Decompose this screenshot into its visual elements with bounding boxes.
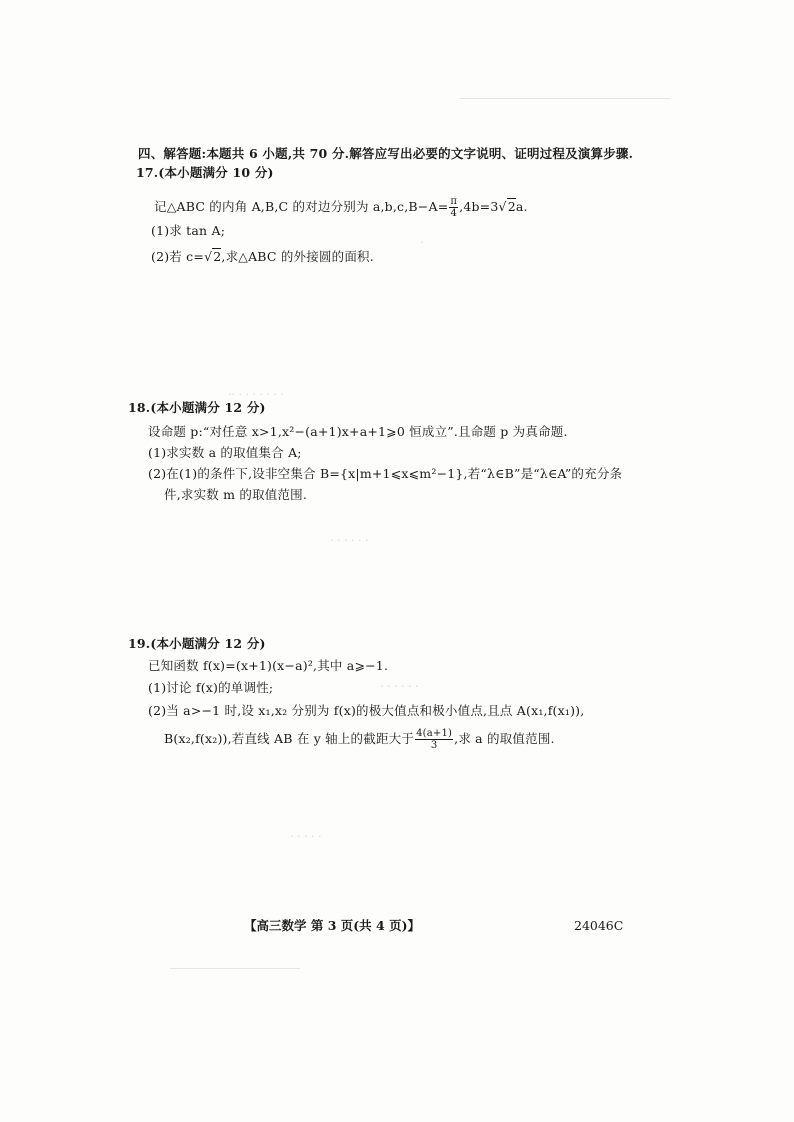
q18-part2-line1: (2)在(1)的条件下,设非空集合 B={x|m+1⩽x⩽m²−1},若“λ∈B”是“λ∈A”的充分条 (148, 466, 623, 481)
bleed-through-mark: ·· · · · · · · · (228, 388, 284, 401)
q17-stem: 记△ABC 的内角 A,B,C 的对边分别为 a,b,c,B−A= $\frac{\pi}{4}$ ,4b=3√2a. (154, 196, 528, 219)
bleed-through-mark: · · · · · (290, 830, 322, 843)
bleed-through-mark: · · · · · · (380, 680, 419, 693)
q18-title: 18.(本小题满分 12 分) (128, 400, 266, 415)
q17-part2: (2)若 c=√2,求△ABC 的外接圆的面积. (151, 249, 374, 264)
q18-part1: (1)求实数 a 的取值集合 A; (148, 445, 302, 460)
q19-title: 19.(本小题满分 12 分) (128, 636, 266, 651)
q18-part2-line2: 件,求实数 m 的取值范围. (164, 487, 308, 502)
section-heading: 四、解答题:本题共 6 小题,共 70 分.解答应写出必要的文字说明、证明过程及演算步骤. (138, 146, 634, 161)
q19-frac-den: 3 (430, 740, 438, 751)
scan-artifact-line (460, 98, 670, 99)
q17-stem-pre: 记△ABC 的内角 A,B,C 的对边分别为 a,b,c,B−A= (154, 199, 449, 214)
page-footer-code: 24046C (574, 918, 624, 933)
q19-part1: (1)讨论 f(x)的单调性; (148, 680, 274, 695)
q17-part2-post: ,求△ABC 的外接圆的面积. (221, 249, 374, 264)
q17-stem-post-a: ,4b=3 (459, 199, 499, 214)
q19-part2-line1: (2)当 a>−1 时,设 x₁,x₂ 分别为 f(x)的极大值点和极小值点,且点 A(x₁,f(x₁)), (148, 703, 585, 718)
q17-part2-sqrt: 2 (213, 249, 222, 264)
q17-fraction (449, 196, 458, 219)
q19-part2-line2 (164, 728, 555, 751)
q17-part1: (1)求 tan A; (151, 223, 226, 238)
q17-stem-post-b: a. (515, 199, 528, 214)
q19-frac-num: 4(a+1) (416, 728, 453, 739)
q17-sqrt-value: 2 (507, 199, 516, 214)
q17-part2-pre: (2)若 c= (151, 249, 205, 264)
q19-fraction (415, 728, 453, 751)
q17-title: 17.(本小题满分 10 分) (136, 165, 274, 180)
q17-frac-den: 4 (450, 208, 458, 219)
page-footer-label: 【高三数学 第 3 页(共 4 页)】 (244, 918, 420, 933)
q19-part2-line2-post: ,求 a 的取值范围. (454, 731, 555, 746)
q17-frac-num: π (450, 196, 458, 207)
q18-stem: 设命题 p:“对任意 x>1,x²−(a+1)x+a+1⩾0 恒成立”.且命题 p 为真命题. (148, 424, 568, 439)
scan-artifact-line (170, 968, 300, 969)
q19-stem: 已知函数 f(x)=(x+1)(x−a)²,其中 a⩾−1. (148, 658, 389, 673)
q19-part2-line2-pre: B(x₂,f(x₂)),若直线 AB 在 y 轴上的截距大于 (164, 731, 415, 746)
bleed-through-mark: · (420, 236, 424, 249)
bleed-through-mark: · · · · · · (330, 534, 369, 547)
